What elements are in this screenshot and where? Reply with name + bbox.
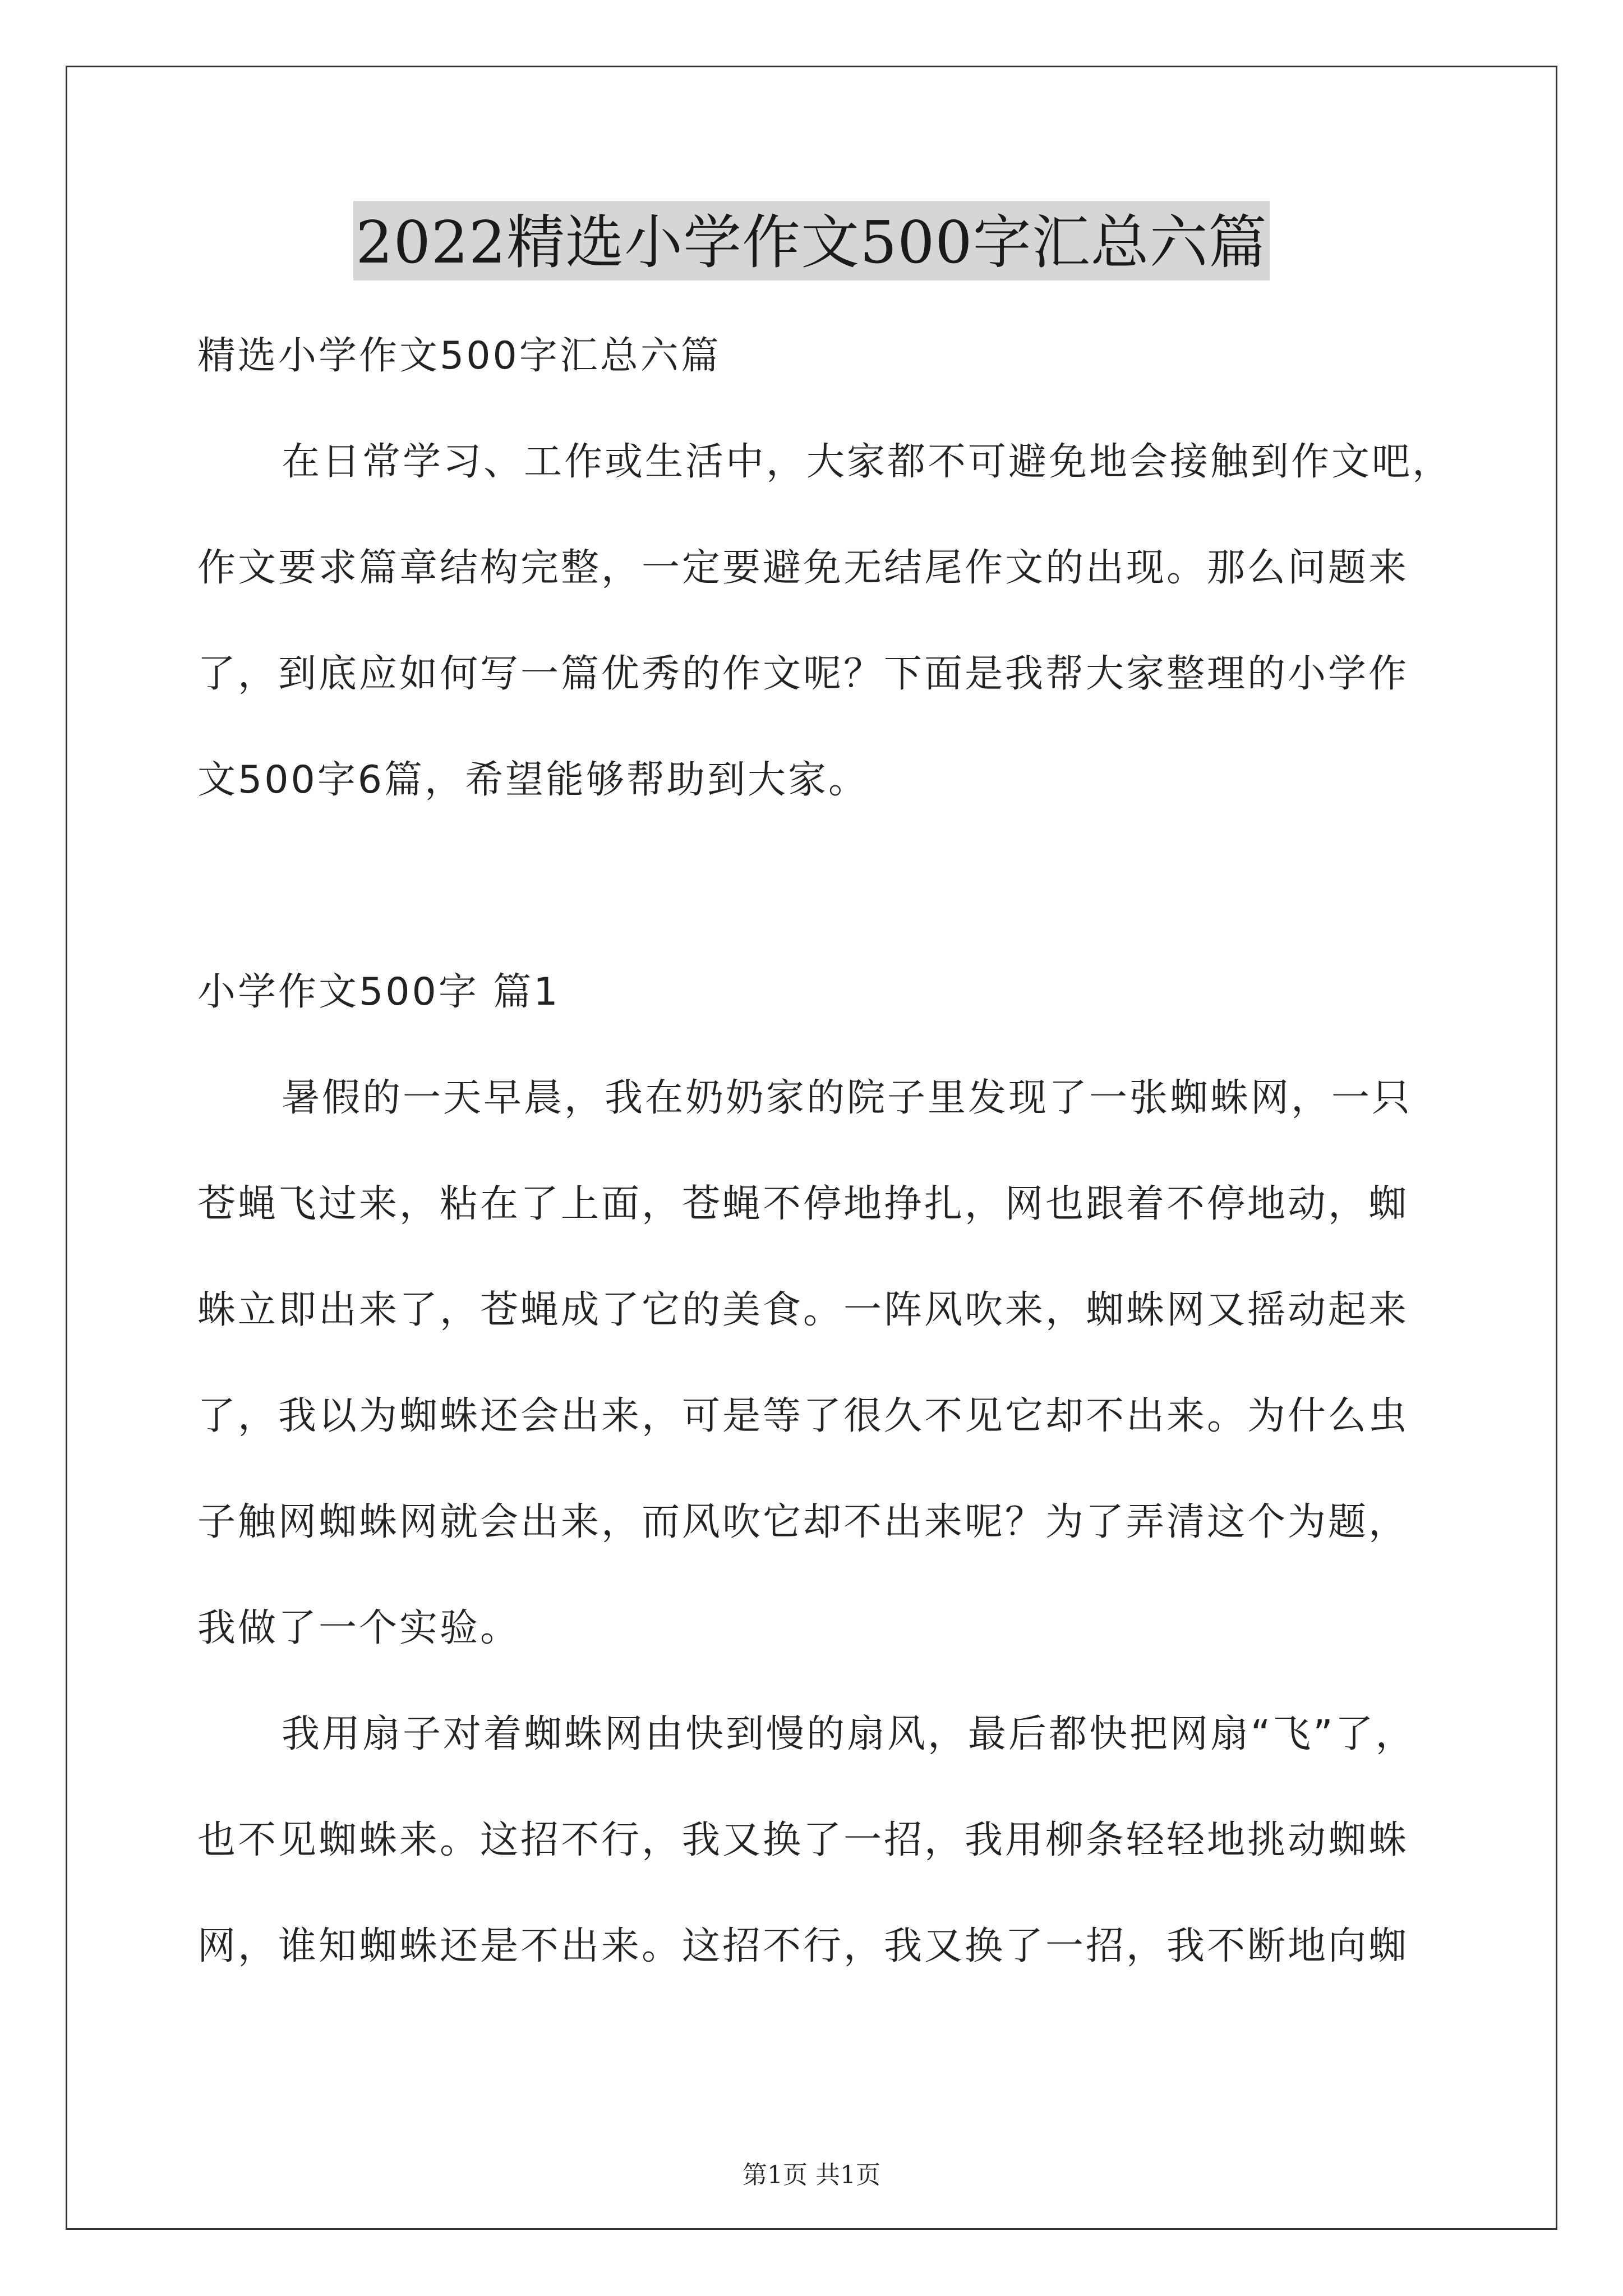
paragraph-line: 苍蝇飞过来，粘在了上面，苍蝇不停地挣扎，网也跟着不停地动，蜘: [197, 1182, 1409, 1226]
page-footer: [0, 2159, 1623, 2192]
paragraph-gap: [197, 833, 1454, 939]
paragraph-line: 子触网蜘蛛网就会出来，而风吹它却不出来呢？为了弄清这个为题，: [197, 1500, 1409, 1544]
section-heading: 小学作文500字 篇1: [197, 970, 560, 1014]
intro-line: 了，到底应如何写一篇优秀的作文呢？下面是我帮大家整理的小学作: [197, 652, 1409, 696]
document-title: 2022精选小学作文500字汇总六篇: [353, 201, 1269, 280]
paragraph-line: 也不见蜘蛛来。这招不行，我又换了一招，我用柳条轻轻地挑动蜘蛛: [197, 1818, 1409, 1862]
paragraph-line: 了，我以为蜘蛛还会出来，可是等了很久不见它却不出来。为什么虫: [197, 1394, 1409, 1438]
page-number: 第1页 共1页: [743, 2161, 880, 2189]
subtitle: 精选小学作文500字汇总六篇: [197, 334, 721, 378]
paragraph-line: 网，谁知蜘蛛还是不出来。这招不行，我又换了一招，我不断地向蜘: [197, 1924, 1409, 1968]
intro-line: 作文要求篇章结构完整，一定要避免无结尾作文的出现。那么问题来: [197, 546, 1409, 590]
paragraph-line: 我用扇子对着蜘蛛网由快到慢的扇风，最后都快把网扇“飞”了，: [282, 1712, 1416, 1756]
paragraph-line: 暑假的一天早晨，我在奶奶家的院子里发现了一张蜘蛛网，一只: [282, 1076, 1413, 1120]
title-wrapper: [0, 201, 1623, 280]
document-body: [197, 303, 1454, 1999]
intro-line: 在日常学习、工作或生活中，大家都不可避免地会接触到作文吧，: [282, 440, 1453, 484]
intro-line: 文500字6篇，希望能够帮助到大家。: [197, 758, 869, 802]
paragraph-line: 我做了一个实验。: [197, 1606, 521, 1650]
paragraph-line: 蛛立即出来了，苍蝇成了它的美食。一阵风吹来，蜘蛛网又摇动起来: [197, 1288, 1409, 1332]
